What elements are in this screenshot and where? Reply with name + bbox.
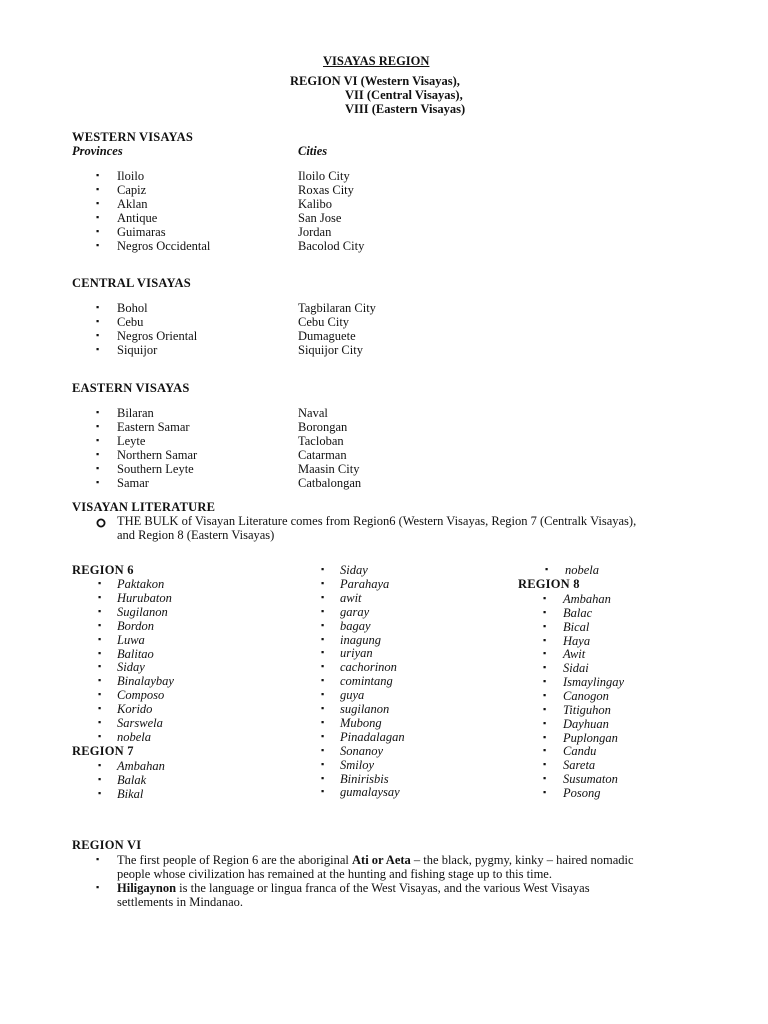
bullet-icon: ▪ — [543, 662, 547, 673]
region-vi-paragraph-1-line-1 — [117, 853, 634, 867]
region-8-top-item: nobela — [565, 563, 600, 577]
bullet-icon: ▪ — [96, 463, 100, 473]
province-name: Southern Leyte — [117, 462, 194, 476]
literature-item: Siday — [340, 563, 368, 577]
bullet-icon: ▪ — [98, 730, 102, 741]
literature-item: Bical — [563, 619, 590, 634]
bullet-icon: ▪ — [96, 302, 100, 312]
province-name: Leyte — [117, 434, 146, 448]
bullet-icon: ▪ — [543, 703, 547, 714]
literature-item: Mubong — [340, 715, 382, 730]
literature-item: garay — [340, 604, 370, 619]
literature-intro-line-2: and Region 8 (Eastern Visayas) — [117, 528, 275, 542]
city-name: San Jose — [298, 211, 342, 225]
literature-item: Dayhuan — [563, 716, 609, 731]
province-name: Samar — [117, 476, 149, 490]
bullet-icon: ▪ — [543, 648, 547, 659]
bullet-icon: ▪ — [321, 661, 325, 672]
bullet-icon: ▪ — [321, 633, 325, 644]
region-6-heading: REGION 6 — [72, 563, 134, 577]
bullet-icon: ▪ — [98, 619, 102, 630]
literature-item: Puplongan — [563, 730, 618, 745]
bullet-icon: ▪ — [321, 675, 325, 686]
bullet-icon: ▪ — [321, 703, 325, 713]
bullet-icon: ▪ — [96, 882, 100, 892]
city-name: Catbalongan — [298, 476, 362, 490]
literature-item: Haya — [563, 633, 591, 648]
paragraph-text: – the black, pygmy, kinky – haired nomadic — [410, 853, 634, 867]
literature-item: awit — [340, 590, 362, 605]
bullet-icon: ▪ — [96, 226, 100, 236]
literature-item: Balitao — [117, 646, 154, 661]
city-name: Tagbilaran City — [298, 301, 376, 315]
literature-item: nobela — [117, 729, 152, 744]
subtitle-line-2: VII (Central Visayas), — [345, 88, 463, 102]
literature-item: Korido — [117, 702, 153, 717]
province-name: Eastern Samar — [117, 420, 190, 434]
bullet-icon: ▪ — [543, 717, 547, 728]
city-name: Tacloban — [298, 434, 344, 448]
hiligaynon-bold: Hiligaynon — [117, 881, 177, 895]
subtitle-line-1: REGION VI (Western Visayas), — [290, 74, 460, 88]
literature-item: sugilanon — [340, 702, 390, 716]
literature-item: Hurubaton — [117, 590, 172, 605]
literature-item: comintang — [340, 674, 393, 689]
bullet-icon: ▪ — [543, 606, 547, 617]
bullet-icon: ▪ — [543, 731, 547, 742]
bullet-icon: ▪ — [321, 619, 325, 630]
bullet-icon: ▪ — [543, 620, 547, 631]
bullet-icon: ▪ — [321, 605, 325, 616]
city-name: Iloilo City — [298, 169, 350, 183]
bullet-icon: ▪ — [321, 647, 325, 658]
literature-item: gumalaysay — [340, 785, 400, 800]
region-8-heading: REGION 8 — [518, 577, 580, 591]
western-visayas-heading: WESTERN VISAYAS — [72, 130, 193, 144]
city-name: Siquijor City — [298, 343, 363, 357]
province-name: Bilaran — [117, 406, 154, 420]
literature-item: Composo — [117, 688, 165, 703]
bullet-icon: ▪ — [96, 184, 100, 194]
bullet-icon: ▪ — [98, 675, 102, 686]
literature-item: Sidai — [563, 661, 589, 676]
literature-item: Smiloy — [340, 757, 375, 772]
bullet-icon: ▪ — [321, 772, 325, 783]
paragraph-text: The first people of Region 6 are the aboriginal — [117, 853, 352, 867]
province-name: Negros Occidental — [117, 239, 211, 253]
bullet-icon: ▪ — [96, 477, 100, 487]
literature-item: Titiguhon — [563, 702, 611, 717]
bullet-icon: ▪ — [543, 786, 547, 797]
literature-item: Balac — [563, 605, 593, 620]
bullet-icon: ▪ — [543, 759, 547, 770]
bullet-icon: ▪ — [321, 591, 325, 602]
bullet-icon: ▪ — [96, 407, 100, 417]
cities-column-header: Cities — [298, 144, 328, 158]
paragraph-text: is the language or lingua franca of the West Visayas, and the various West Visayas — [176, 881, 590, 895]
bullet-icon: ▪ — [98, 633, 102, 644]
literature-item: Sugilanon — [117, 604, 168, 619]
bullet-icon: ▪ — [321, 758, 325, 769]
city-name: Maasin City — [298, 462, 360, 476]
bullet-icon: ▪ — [321, 744, 325, 755]
literature-item: guya — [340, 688, 365, 703]
literature-item: Posong — [563, 785, 601, 800]
province-name: Guimaras — [117, 225, 166, 239]
literature-item: Sareta — [563, 758, 596, 773]
circle-bullet-icon — [96, 515, 106, 525]
province-name: Aklan — [117, 197, 148, 211]
literature-item: Pinadalagan — [340, 729, 405, 744]
bullet-icon: ▪ — [96, 316, 100, 326]
bullet-icon: ▪ — [543, 593, 547, 603]
bullet-icon: ▪ — [96, 421, 100, 431]
city-name: Cebu City — [298, 315, 350, 329]
bullet-icon: ▪ — [98, 717, 102, 727]
bullet-icon: ▪ — [545, 564, 549, 574]
literature-item: Parahaya — [340, 576, 390, 591]
bullet-icon: ▪ — [98, 703, 102, 714]
literature-item: Sarswela — [117, 716, 163, 730]
bullet-icon: ▪ — [98, 605, 102, 616]
bullet-icon: ▪ — [321, 716, 325, 727]
literature-item: Canogon — [563, 688, 609, 703]
bullet-icon: ▪ — [98, 661, 102, 672]
central-visayas-heading: CENTRAL VISAYAS — [72, 276, 191, 290]
document-title: VISAYAS REGION — [323, 54, 430, 68]
bullet-icon: ▪ — [96, 330, 100, 340]
literature-item: cachorinon — [340, 660, 397, 675]
province-name: Cebu — [117, 315, 144, 329]
city-name: Roxas City — [298, 183, 354, 197]
bullet-icon: ▪ — [543, 745, 547, 756]
bullet-icon: ▪ — [98, 689, 102, 700]
literature-item: Sonanoy — [340, 743, 384, 758]
bullet-icon: ▪ — [321, 577, 325, 588]
bullet-icon: ▪ — [543, 634, 547, 645]
literature-item: Luwa — [117, 632, 145, 647]
literature-item: Susumaton — [563, 772, 618, 787]
literature-item: Bordon — [117, 618, 155, 633]
city-name: Kalibo — [298, 197, 333, 211]
city-name: Dumaguete — [298, 329, 356, 343]
literature-item: Ismaylingay — [563, 675, 625, 690]
bullet-icon: ▪ — [98, 760, 102, 770]
literature-item: bagay — [340, 618, 371, 633]
city-name: Bacolod City — [298, 239, 365, 253]
literature-item: Awit — [563, 647, 586, 662]
bullet-icon: ▪ — [321, 564, 325, 574]
bullet-icon: ▪ — [543, 689, 547, 700]
city-name: Catarman — [298, 448, 347, 462]
bullet-icon: ▪ — [98, 647, 102, 658]
bullet-icon: ▪ — [321, 689, 325, 700]
literature-item: Paktakon — [117, 577, 165, 591]
literature-item: Bikal — [117, 786, 144, 801]
bullet-icon: ▪ — [98, 773, 102, 784]
bullet-icon: ▪ — [96, 198, 100, 208]
literature-intro-line-1: THE BULK of Visayan Literature comes from Region6 (Western Visayas, Region 7 (Centralk Visayas), — [117, 514, 637, 528]
province-name: Negros Oriental — [117, 329, 198, 343]
literature-item: Binalaybay — [117, 674, 174, 689]
bullet-icon: ▪ — [98, 578, 102, 588]
bullet-icon: ▪ — [543, 773, 547, 784]
province-name: Siquijor — [117, 343, 158, 357]
region-vi-paragraph-2-line-2: settlements in Mindanao. — [117, 895, 244, 909]
bullet-icon: ▪ — [96, 170, 100, 180]
region-vi-heading: REGION VI — [72, 838, 142, 852]
city-name: Naval — [298, 406, 328, 420]
literature-item: Binirisbis — [340, 771, 389, 786]
bullet-icon: ▪ — [96, 435, 100, 445]
bullet-icon: ▪ — [321, 730, 325, 741]
literature-item: Candu — [563, 744, 597, 759]
bullet-icon: ▪ — [543, 676, 547, 687]
city-name: Jordan — [298, 225, 332, 239]
literature-item: inagung — [340, 632, 381, 647]
literature-item: Balak — [117, 772, 147, 787]
region-vi-paragraph-1-line-2: people whose civilization has remained at the hunting and fishing stage up to this time. — [117, 867, 552, 881]
region-vi-paragraph-2-line-1 — [117, 881, 590, 895]
province-name: Northern Samar — [117, 448, 198, 462]
literature-item: Ambahan — [563, 592, 611, 606]
province-name: Iloilo — [117, 169, 145, 183]
literature-item: uriyan — [340, 646, 373, 661]
city-name: Borongan — [298, 420, 348, 434]
ati-aeta-bold: Ati or Aeta — [352, 853, 411, 867]
province-name: Bohol — [117, 301, 148, 315]
eastern-visayas-heading: EASTERN VISAYAS — [72, 381, 190, 395]
subtitle-line-3: VIII (Eastern Visayas) — [345, 102, 466, 116]
literature-item: Ambahan — [117, 759, 165, 773]
visayan-literature-heading: VISAYAN LITERATURE — [72, 500, 216, 514]
bullet-icon: ▪ — [96, 449, 100, 459]
provinces-column-header: Provinces — [72, 144, 123, 158]
literature-item: Siday — [117, 660, 145, 675]
bullet-icon: ▪ — [98, 787, 102, 798]
province-name: Antique — [117, 211, 158, 225]
bullet-icon: ▪ — [96, 240, 100, 250]
bullet-icon: ▪ — [96, 854, 100, 864]
bullet-icon: ▪ — [321, 786, 325, 797]
bullet-icon: ▪ — [96, 344, 100, 354]
bullet-icon: ▪ — [98, 591, 102, 602]
region-7-heading: REGION 7 — [72, 744, 134, 758]
province-name: Capiz — [117, 183, 147, 197]
bullet-icon: ▪ — [96, 212, 100, 222]
